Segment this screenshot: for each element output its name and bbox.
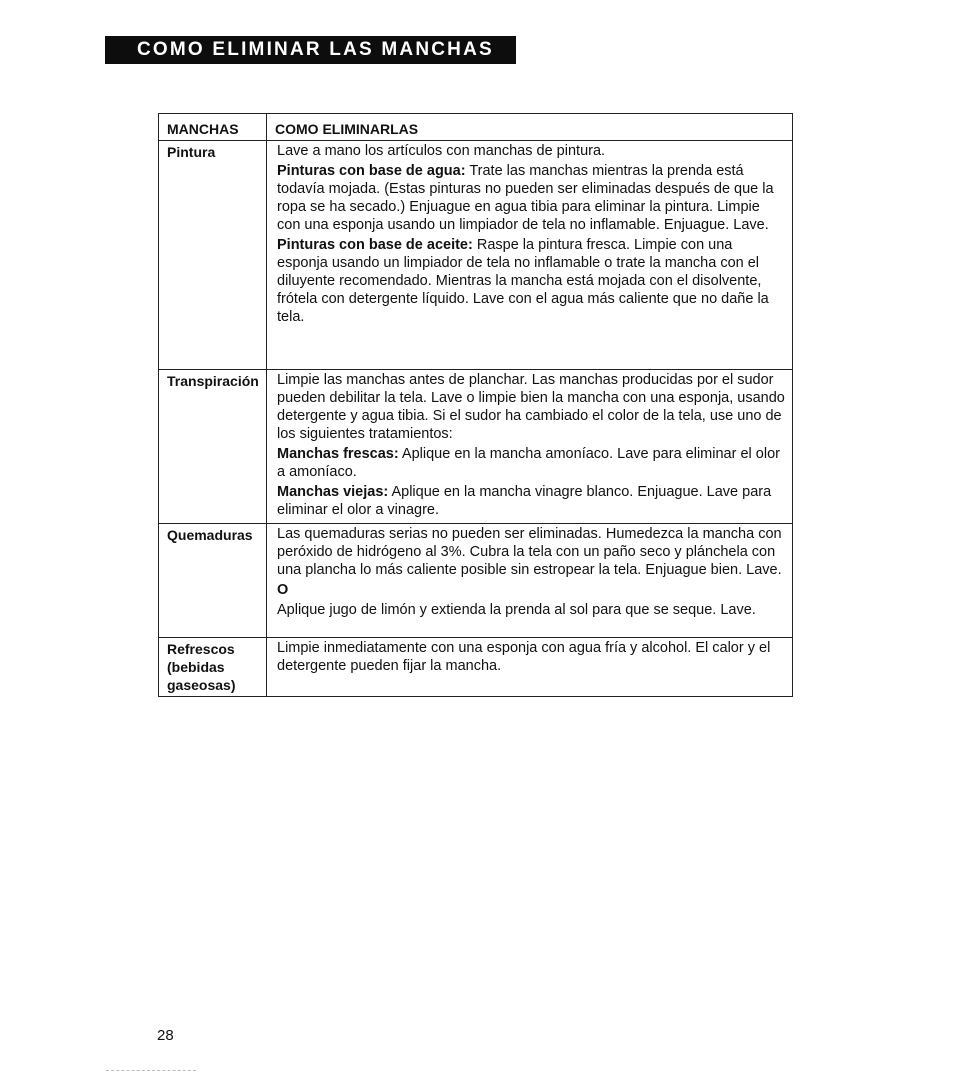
stain-instructions-pintura <box>267 141 793 370</box>
table-row <box>159 370 793 524</box>
instruction-text: Aplique en la mancha vinagre blanco. Enjuague. Lave para eliminar el olor a vinagre. <box>277 484 772 518</box>
instruction-paragraph <box>277 483 786 519</box>
stain-instructions-quemaduras <box>267 524 793 638</box>
instruction-text: Aplique jugo de limón y extienda la prenda al sol para que se seque. Lave. <box>277 602 756 618</box>
instruction-text: Las quemaduras serias no pueden ser eliminadas. Humedezca la mancha con peróxido de hidrógeno al 3%. Cubra la tela con un paño seco y plánchela con una plancha lo más caliente posible sin estropear la tela. Enjuague bien. Lave. <box>277 526 782 578</box>
instruction-lead: O <box>277 582 289 598</box>
instruction-lead: Pinturas con base de aceite: <box>277 237 473 253</box>
instruction-paragraph <box>277 638 786 675</box>
instruction-lead: Manchas frescas: <box>277 446 399 462</box>
page-number: 28 <box>157 1027 174 1044</box>
instruction-paragraph <box>277 601 786 619</box>
instruction-paragraph <box>277 524 786 579</box>
instruction-lead: Pinturas con base de agua: <box>277 163 466 179</box>
instruction-paragraph <box>277 236 786 326</box>
stain-instructions-transpiracion <box>267 370 793 524</box>
table-row <box>159 524 793 638</box>
instruction-text: Trate las manchas mientras la prenda está todavía mojada. (Estas pinturas no pueden ser eliminadas después de que la ropa se ha secado.) Enjuague en agua tibia para eliminar la pintura. Limpie con una esponja usando un limpiador de tela no inflamable. Enjuague. Lave. <box>277 163 774 233</box>
stain-name-quemaduras: Quemaduras <box>159 524 267 638</box>
instruction-paragraph <box>277 370 786 443</box>
table-row <box>159 141 793 370</box>
stain-name-transpiracion: Transpiración <box>159 370 267 524</box>
stain-removal-table <box>158 113 793 697</box>
instruction-text: Lave a mano los artículos con manchas de pintura. <box>277 143 606 159</box>
instruction-lead: Manchas viejas: <box>277 484 389 500</box>
column-header-stains: MANCHAS <box>159 114 267 141</box>
footer-divider <box>106 1070 196 1072</box>
stain-instructions-refrescos <box>267 638 793 697</box>
instruction-text: Limpie inmediatamente con una esponja con agua fría y alcohol. El calor y el detergente pueden fijar la mancha. <box>277 640 771 674</box>
instruction-text: Raspe la pintura fresca. Limpie con una esponja usando un limpiador de tela no inflamable o trate la mancha con el diluyente recomendado. Mientras la mancha está mojada con el disolvente, frótela con detergente líquido. Lave con el agua más caliente que no dañe la tela. <box>277 237 769 325</box>
stain-name-pintura: Pintura <box>159 141 267 370</box>
instruction-paragraph <box>277 162 786 234</box>
instruction-paragraph <box>277 445 786 481</box>
stain-name-refrescos: Refrescos (bebidas gaseosas) <box>159 638 267 697</box>
section-title-banner: COMO ELIMINAR LAS MANCHAS <box>105 36 516 64</box>
table-row <box>159 638 793 697</box>
or-separator <box>277 581 786 599</box>
column-header-how-to-remove: COMO ELIMINARLAS <box>267 114 793 141</box>
instruction-paragraph <box>277 141 786 160</box>
instruction-text: Aplique en la mancha amoníaco. Lave para eliminar el olor a amoníaco. <box>277 446 780 480</box>
table-header-row <box>159 114 793 141</box>
instruction-text: Limpie las manchas antes de planchar. Las manchas producidas por el sudor pueden debilitar la tela. Lave o limpie bien la mancha con una esponja, usando detergente y agua tibia. Si el sudor ha cambiado el color de la tela, use uno de los siguientes tratamientos: <box>277 372 785 442</box>
